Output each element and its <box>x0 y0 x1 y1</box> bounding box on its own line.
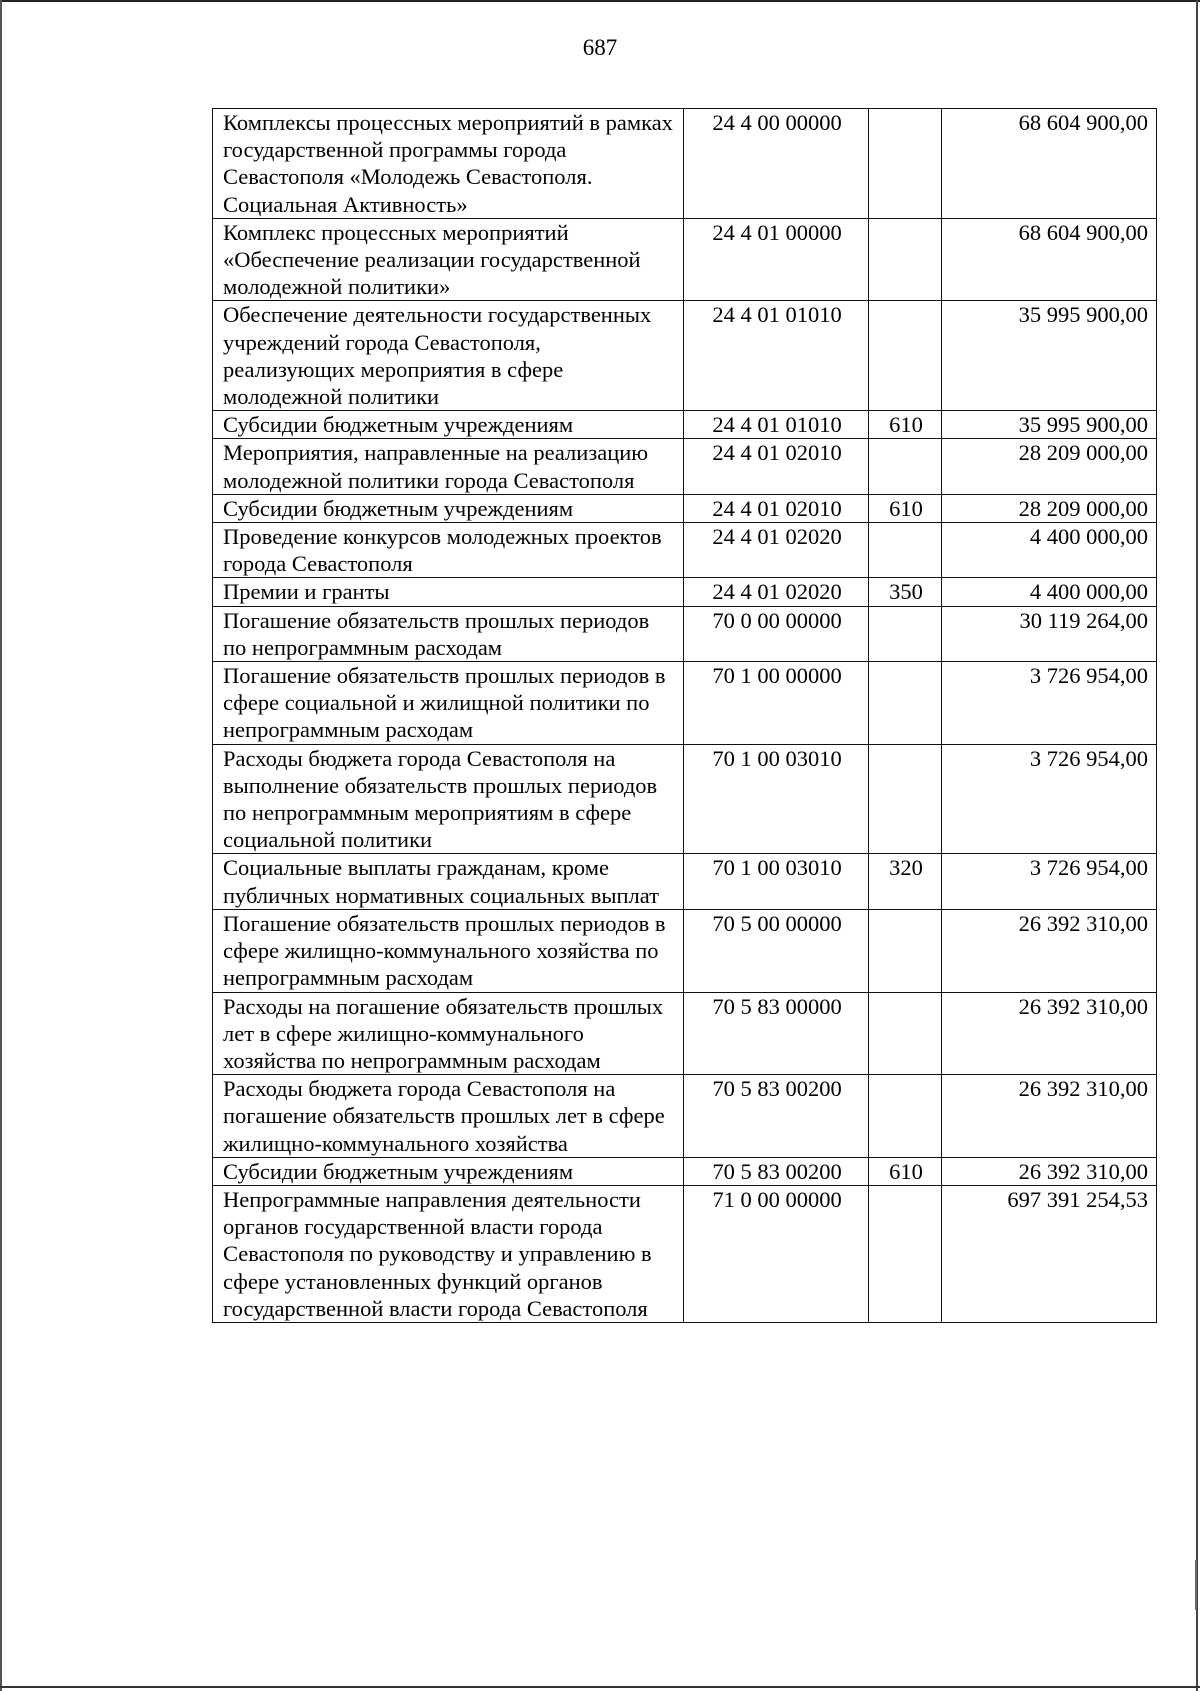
target-code-cell: 70 5 83 00200 <box>684 1157 869 1185</box>
target-code-cell: 24 4 01 02010 <box>684 494 869 522</box>
target-code-cell: 24 4 00 00000 <box>684 109 869 219</box>
amount-cell: 35 995 900,00 <box>942 411 1157 439</box>
amount-cell: 697 391 254,53 <box>942 1185 1157 1322</box>
expense-type-cell: 350 <box>869 578 942 606</box>
expense-type-cell <box>869 218 942 301</box>
table-row <box>213 662 1157 745</box>
target-code-cell: 24 4 01 02010 <box>684 439 869 494</box>
amount-cell: 26 392 310,00 <box>942 1075 1157 1158</box>
target-code-cell: 70 0 00 00000 <box>684 606 869 661</box>
expense-name-cell: Погашение обязательств прошлых периодов в сфере социальной и жилищной политики по непрограммным расходам <box>213 662 684 745</box>
amount-cell: 35 995 900,00 <box>942 301 1157 411</box>
expense-type-cell <box>869 909 942 992</box>
expense-name-cell: Непрограммные направления деятельности органов государственной власти города Севастополя по руководству и управлению в сфере установленных функций органов государственной власти города Севастополя <box>213 1185 684 1322</box>
table-row <box>213 109 1157 219</box>
expense-name-cell: Субсидии бюджетным учреждениям <box>213 494 684 522</box>
amount-cell: 30 119 264,00 <box>942 606 1157 661</box>
expense-name-cell: Субсидии бюджетным учреждениям <box>213 1157 684 1185</box>
amount-cell: 26 392 310,00 <box>942 909 1157 992</box>
amount-cell: 4 400 000,00 <box>942 523 1157 578</box>
target-code-cell: 70 5 83 00200 <box>684 1075 869 1158</box>
amount-cell: 26 392 310,00 <box>942 1157 1157 1185</box>
amount-cell: 3 726 954,00 <box>942 744 1157 854</box>
target-code-cell: 70 1 00 03010 <box>684 744 869 854</box>
expense-name-cell: Мероприятия, направленные на реализацию молодежной политики города Севастополя <box>213 439 684 494</box>
expense-name-cell: Расходы бюджета города Севастополя на выполнение обязательств прошлых периодов по непрограммным мероприятиям в сфере социальной политики <box>213 744 684 854</box>
table-row <box>213 1185 1157 1322</box>
target-code-cell: 24 4 01 01010 <box>684 301 869 411</box>
expense-type-cell <box>869 301 942 411</box>
page-number: 687 <box>582 35 618 60</box>
expense-name-cell: Премии и гранты <box>213 578 684 606</box>
expense-name-cell: Погашение обязательств прошлых периодов в сфере жилищно-коммунального хозяйства по непрограммным расходам <box>213 909 684 992</box>
table-row <box>213 1075 1157 1158</box>
amount-cell: 3 726 954,00 <box>942 854 1157 909</box>
amount-cell: 28 209 000,00 <box>942 439 1157 494</box>
budget-table <box>212 108 1157 1323</box>
target-code-cell: 71 0 00 00000 <box>684 1185 869 1322</box>
target-code-cell: 70 1 00 03010 <box>684 854 869 909</box>
expense-name-cell: Комплексы процессных мероприятий в рамках государственной программы города Севастополя «Молодежь Севастополя. Социальная Активность» <box>213 109 684 219</box>
table-row <box>213 992 1157 1075</box>
expense-name-cell: Расходы на погашение обязательств прошлых лет в сфере жилищно-коммунального хозяйства по непрограммным расходам <box>213 992 684 1075</box>
table-row <box>213 578 1157 606</box>
expense-name-cell: Обеспечение деятельности государственных учреждений города Севастополя, реализующих мероприятия в сфере молодежной политики <box>213 301 684 411</box>
table-row <box>213 439 1157 494</box>
target-code-cell: 24 4 01 00000 <box>684 218 869 301</box>
amount-cell: 28 209 000,00 <box>942 494 1157 522</box>
table-row <box>213 744 1157 854</box>
table-row <box>213 218 1157 301</box>
amount-cell: 3 726 954,00 <box>942 662 1157 745</box>
expense-type-cell <box>869 992 942 1075</box>
expense-name-cell: Комплекс процессных мероприятий «Обеспечение реализации государственной молодежной политики» <box>213 218 684 301</box>
expense-name-cell: Расходы бюджета города Севастополя на погашение обязательств прошлых лет в сфере жилищно-коммунального хозяйства <box>213 1075 684 1158</box>
expense-type-cell <box>869 523 942 578</box>
expense-type-cell: 320 <box>869 854 942 909</box>
table-row <box>213 606 1157 661</box>
expense-type-cell <box>869 1185 942 1322</box>
table-row <box>213 854 1157 909</box>
expense-name-cell: Погашение обязательств прошлых периодов по непрограммным расходам <box>213 606 684 661</box>
table-row <box>213 523 1157 578</box>
expense-type-cell <box>869 439 942 494</box>
expense-type-cell: 610 <box>869 494 942 522</box>
expense-type-cell <box>869 744 942 854</box>
expense-type-cell <box>869 606 942 661</box>
target-code-cell: 70 5 00 00000 <box>684 909 869 992</box>
target-code-cell: 70 5 83 00000 <box>684 992 869 1075</box>
table-row <box>213 1157 1157 1185</box>
amount-cell: 4 400 000,00 <box>942 578 1157 606</box>
table-row <box>213 909 1157 992</box>
scan-mark <box>1195 1560 1197 1610</box>
expense-name-cell: Проведение конкурсов молодежных проектов города Севастополя <box>213 523 684 578</box>
amount-cell: 26 392 310,00 <box>942 992 1157 1075</box>
target-code-cell: 24 4 01 02020 <box>684 578 869 606</box>
scan-edge-right <box>1196 0 1198 1691</box>
expense-type-cell <box>869 109 942 219</box>
expense-name-cell: Субсидии бюджетным учреждениям <box>213 411 684 439</box>
target-code-cell: 24 4 01 01010 <box>684 411 869 439</box>
scan-edge-bottom <box>0 1686 1200 1688</box>
target-code-cell: 24 4 01 02020 <box>684 523 869 578</box>
table-row <box>213 494 1157 522</box>
scan-edge-left <box>0 0 2 1691</box>
amount-cell: 68 604 900,00 <box>942 109 1157 219</box>
expense-type-cell <box>869 662 942 745</box>
expense-type-cell <box>869 1075 942 1158</box>
expense-name-cell: Социальные выплаты гражданам, кроме публичных нормативных социальных выплат <box>213 854 684 909</box>
table-row <box>213 411 1157 439</box>
table-row <box>213 301 1157 411</box>
scan-edge-top <box>0 0 1200 2</box>
amount-cell: 68 604 900,00 <box>942 218 1157 301</box>
expense-type-cell: 610 <box>869 1157 942 1185</box>
target-code-cell: 70 1 00 00000 <box>684 662 869 745</box>
expense-type-cell: 610 <box>869 411 942 439</box>
budget-table-body <box>213 109 1157 1323</box>
